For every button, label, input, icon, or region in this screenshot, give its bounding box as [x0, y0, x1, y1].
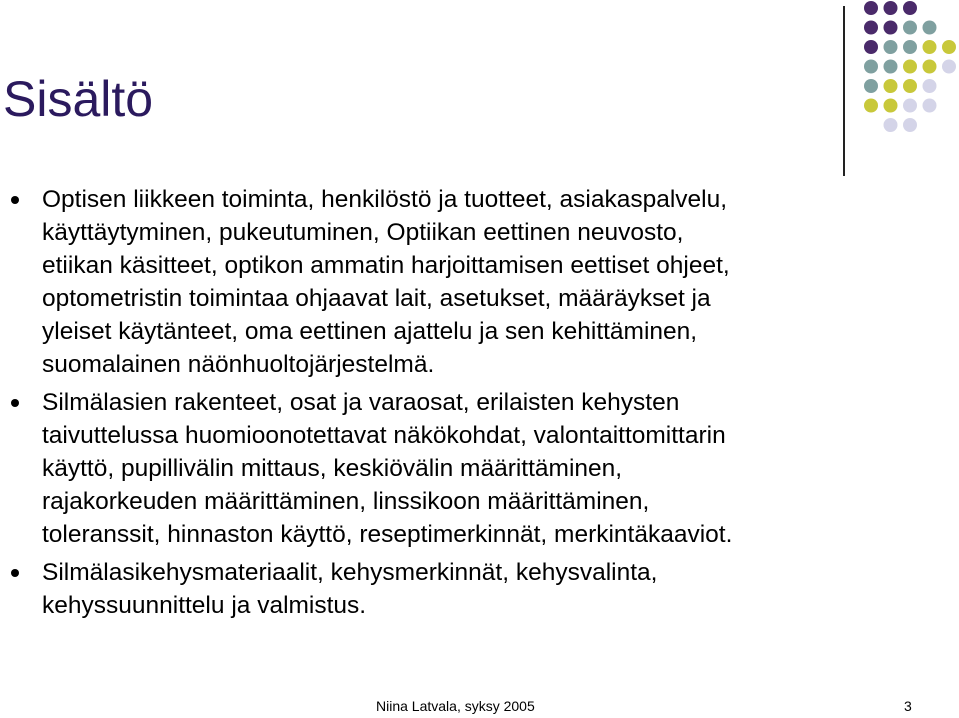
decorative-vertical-line: [843, 6, 845, 176]
decorative-dot: [903, 79, 917, 93]
decorative-dot: [923, 60, 937, 74]
bullet-line: käyttö, pupillivälin mittaus, keskiövälin määrittäminen,: [42, 455, 623, 482]
bullet-marker: [11, 399, 19, 407]
decorative-dot: [903, 60, 917, 74]
decorative-dot: [884, 99, 898, 113]
slide-title: Sisältö: [3, 71, 154, 127]
page-number: 3: [904, 698, 912, 714]
decorative-dot: [864, 79, 878, 93]
decorative-dot: [884, 40, 898, 54]
bullet-line: yleiset käytänteet, oma eettinen ajattelu ja sen kehittäminen,: [42, 318, 698, 345]
decorative-dot: [884, 1, 898, 15]
decorative-dot: [864, 40, 878, 54]
decorative-dot: [903, 99, 917, 113]
decorative-dot: [923, 99, 937, 113]
decorative-dot: [884, 21, 898, 35]
decorative-dot: [942, 40, 956, 54]
bullet-line: suomalainen näönhuoltojärjestelmä.: [42, 351, 435, 378]
bullet-line: etiikan käsitteet, optikon ammatin harjoittamisen eettiset ohjeet,: [42, 252, 730, 279]
decorative-dot: [903, 40, 917, 54]
decorative-dot: [942, 60, 956, 74]
decorative-dot: [864, 99, 878, 113]
decorative-dot: [923, 21, 937, 35]
bullet-line: taivuttelussa huomioonotettavat näkökohdat, valontaittomittarin: [42, 422, 726, 449]
bullet-item-1: [0, 183, 902, 381]
decorative-dot: [884, 60, 898, 74]
bullet-line: Silmälasikehysmateriaalit, kehysmerkinnät, kehysvalinta,: [42, 559, 658, 586]
bullet-line: käyttäytyminen, pukeutuminen, Optiikan eettinen neuvosto,: [42, 219, 684, 246]
decorative-dot: [864, 60, 878, 74]
bullet-marker: [11, 569, 19, 577]
bullet-line: Optisen liikkeen toiminta, henkilöstö ja tuotteet, asiakaspalvelu,: [42, 186, 728, 213]
bullet-marker: [11, 196, 19, 204]
bullet-line: rajakorkeuden määrittäminen, linssikoon määrittäminen,: [42, 488, 650, 515]
bullet-line: toleranssit, hinnaston käyttö, reseptimerkinnät, merkintäkaaviot.: [42, 521, 733, 548]
decorative-dot: [923, 79, 937, 93]
decorative-dot: [903, 118, 917, 132]
decorative-dot: [864, 21, 878, 35]
decorative-dot: [884, 118, 898, 132]
decorative-dot: [864, 1, 878, 15]
bullet-item-3: [0, 556, 902, 622]
decorative-dot: [903, 21, 917, 35]
bullet-line: optometristin toimintaa ohjaavat lait, asetukset, määräykset ja: [42, 285, 711, 312]
decorative-dot: [923, 40, 937, 54]
bullet-list: [0, 183, 959, 627]
bullet-item-2: [0, 386, 902, 551]
decorative-dot: [884, 79, 898, 93]
footer-author: Niina Latvala, syksy 2005: [376, 698, 535, 714]
decorative-dot: [903, 1, 917, 15]
bullet-line: kehyssuunnittelu ja valmistus.: [42, 592, 367, 619]
bullet-line: Silmälasien rakenteet, osat ja varaosat, erilaisten kehysten: [42, 389, 680, 416]
